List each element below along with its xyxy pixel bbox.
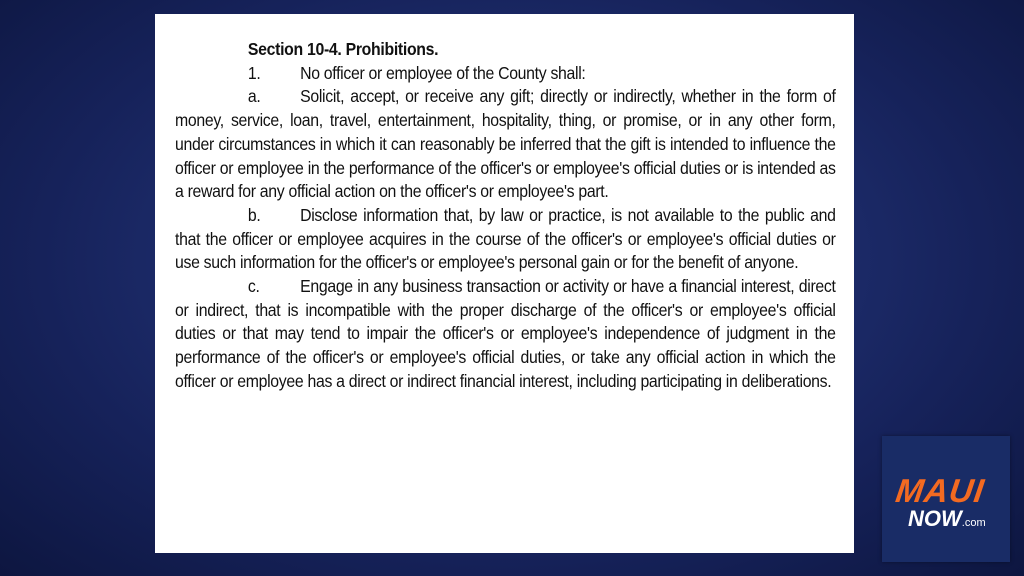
item-c: [175, 275, 836, 394]
document-page: [155, 14, 854, 553]
item-text: Engage in any business transaction or activity or have a financial interest, direct or indirect, that is incompatible with the proper discharge of the officer's or employee's official duties or that may tend to impair the officer's or employee's independence of judgment in the performance of the officer's or employee's official duties, or take any official action in which the officer or employee has a direct or indirect financial interest, including participating in deliberations.: [175, 276, 836, 391]
item-1: [175, 62, 836, 86]
item-b: [175, 204, 836, 275]
maui-now-logo: [882, 436, 1010, 562]
document-text: [175, 38, 836, 394]
logo-now-text: [908, 506, 986, 532]
item-text: No officer or employee of the County shall:: [300, 62, 586, 83]
logo-maui-text: MAUI: [893, 472, 987, 509]
item-marker: 1.: [247, 62, 261, 83]
item-marker: c.: [247, 276, 260, 297]
item-text: Disclose information that, by law or practice, is not available to the public and that the officer or employee acquires in the course of the officer's or employee's official duties or use such information for the officer's or employee's personal gain or for the benefit of anyone.: [175, 204, 836, 273]
item-marker: a.: [247, 86, 261, 107]
item-a: [175, 85, 836, 204]
item-text: Solicit, accept, or receive any gift; directly or indirectly, whether in the form of money, service, loan, travel, entertainment, hospitality, thing, or promise, or in any other form, under circumstances in which it can reasonably be inferred that the gift is intended to influence the officer or employee in the performance of the officer's or employee's official duties or is intended as a reward for any official action on the officer's or employee's part.: [175, 86, 836, 202]
item-marker: b.: [247, 204, 261, 225]
section-heading: Section 10-4. Prohibitions.: [247, 39, 439, 59]
logo-now-word: NOW: [908, 506, 962, 531]
logo-com-suffix: .com: [961, 517, 986, 529]
